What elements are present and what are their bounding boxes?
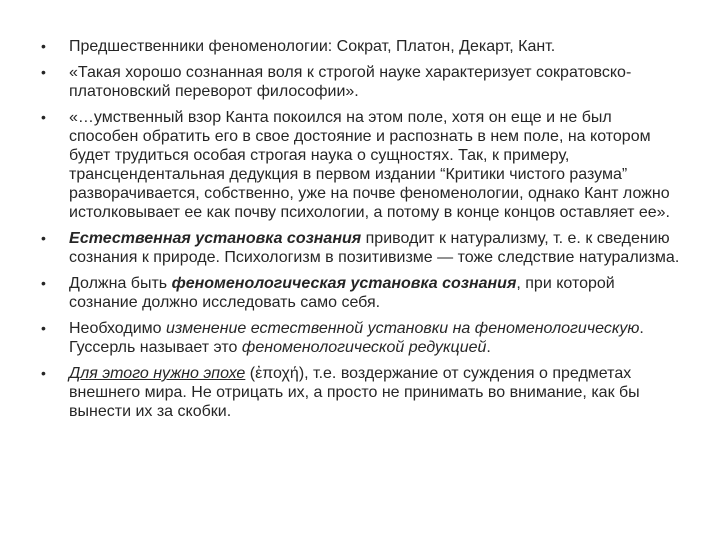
emphasis-phenomenological-attitude: феноменологическая установка сознания — [171, 275, 517, 292]
bullet-text: «Такая хорошо сознанная воля к строгой науке характеризует сократовско-платоновский переворот философии». — [69, 64, 632, 100]
bullet-dot: • — [41, 275, 46, 291]
emphasis-natural-attitude: Естественная установка сознания — [69, 230, 362, 247]
bullet-item-quote-kant — [41, 108, 681, 222]
bullet-text: приводит к натурализму, т. е. к сведению сознания к природе. Психологизм в позитивизме — тоже следствие натурализма. — [69, 230, 680, 266]
bullet-text-tail: , при которой сознание должно исследовать само себя. — [69, 275, 615, 311]
bullet-text: Предшественники феноменологии: Сократ, Платон, Декарт, Кант. — [69, 38, 556, 55]
bullet-list — [41, 37, 681, 428]
bullet-item-reduction — [41, 319, 681, 357]
bullet-item-natural-attitude — [41, 229, 681, 267]
bullet-item-phenomenological-attitude — [41, 274, 681, 312]
bullet-text: Необходимо — [69, 320, 166, 337]
bullet-text-end: . — [486, 339, 491, 356]
bullet-dot: • — [41, 64, 46, 80]
emphasis-reduction: феноменологической редукцией — [241, 339, 487, 356]
emphasis-epoche: Для этого нужно эпохе — [69, 365, 246, 382]
bullet-text: «…умственный взор Канта покоился на этом поле, хотя он еще и не был способен обратить его в свое достояние и распознать в нем поле, на котором будет трудиться особая строгая наука о сущностях. Так, к примеру, трансцендентальная дедукция в первом издании “Критики чистого разума” разворачивается, собственно, уже на почве феноменологии, однако Кант ложно истолковывает ее как почву психологии, а потому в конце концов оставляет ее». — [69, 109, 670, 221]
bullet-item-epoche — [41, 364, 681, 421]
bullet-item-predecessors — [41, 37, 681, 56]
bullet-text-mid: . Гуссерль называет это — [69, 320, 644, 356]
bullet-dot: • — [41, 365, 46, 381]
bullet-dot: • — [41, 230, 46, 246]
bullet-dot: • — [41, 38, 46, 54]
bullet-item-quote-will — [41, 63, 681, 101]
bullet-text: (ἐποχή), т.е. воздержание от суждения о предметах внешнего мира. Не отрицать их, а просто не принимать во внимание, как бы вынести их за скобки. — [69, 365, 640, 420]
bullet-dot: • — [41, 320, 46, 336]
emphasis-change-attitude: изменение естественной установки на феноменологическую — [165, 320, 640, 337]
bullet-text: Должна быть — [69, 275, 172, 292]
bullet-dot: • — [41, 109, 46, 125]
